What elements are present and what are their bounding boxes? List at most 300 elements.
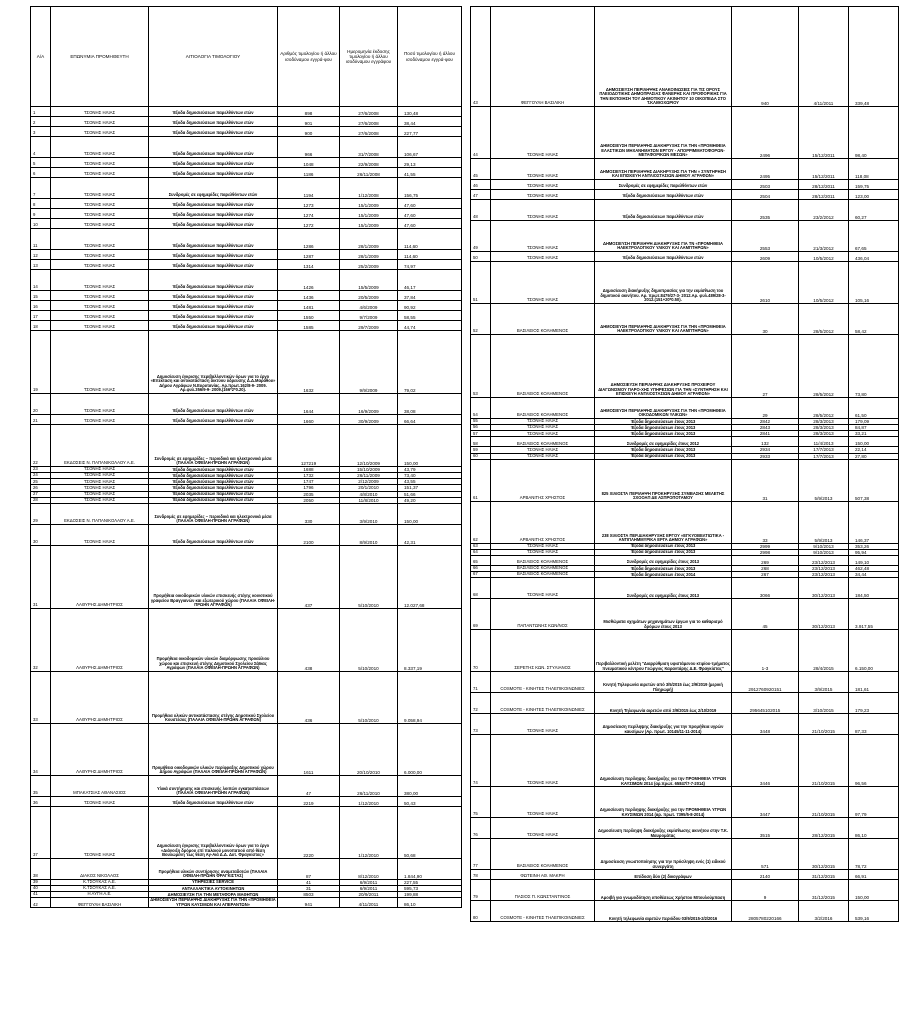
invoice-description: Προμήθεια υλικών αντικατάστασης στέγης Δημοτικού Σχολείου Κουστέσας (ΠΑΛΑΙΑ ΟΦΕΙΛΗ-ΠΡΩΗΝ ΑΓΡΑΦΩΝ)	[149, 671, 278, 723]
invoice-amount: 12.027,68	[398, 545, 462, 608]
table-row	[31, 503, 462, 524]
invoice-date: 6/9/2011	[340, 885, 398, 891]
invoice-date: 4/6/2009	[340, 301, 398, 311]
invoice-date: 28/3/2013	[799, 425, 849, 431]
invoice-amount: 27,80	[849, 453, 899, 459]
row-number: 33	[31, 671, 51, 723]
invoice-description: Προμήθεια οικοδομικών υλικών επισκευής στέγης κοινοτικού γραφείου Βραγγιανών και εξωτερικού χώρου (ΠΑΛΑΙΑ ΟΦΕΙΛΗ-ΠΡΩΗΝ ΑΓΡΑΦΩΝ)	[149, 545, 278, 608]
supplier-name: ΠΑΣΙΟΣ Π. ΚΩΝΣΤΑΝΤΙΝΟΣ	[491, 880, 595, 901]
row-number: 47	[471, 190, 491, 200]
invoice-description: Έξοδα δημοσιεύσεων παρελθόντων ετών	[149, 107, 278, 117]
supplier-name: ΤΣΟΝΗΣ ΗΛΙΑΣ	[491, 419, 595, 425]
supplier-name: ΤΣΟΝΗΣ ΗΛΙΑΣ	[51, 250, 149, 260]
invoice-amount: 8.337,19	[398, 608, 462, 671]
invoice-number: 2050	[278, 497, 340, 503]
supplier-name: ΒΑΣΙΛΕΙΟΣ ΚΟΛΗΜΕΝΟΣ	[491, 839, 595, 870]
header-invoice-amount: Ποσό τιμολογίου ή άλλου ισοδύναμου εγγρά-φου	[398, 7, 462, 107]
invoice-date: 22/9/2008	[340, 158, 398, 168]
invoice-description: Συνδρομές σε εφημερίδες έτους 2012	[595, 437, 732, 447]
supplier-name: ΤΣΟΝΗΣ ΗΛΙΑΣ	[491, 221, 595, 252]
invoice-number: 1048	[278, 158, 340, 168]
table-row	[31, 898, 462, 908]
row-number: 15	[31, 291, 51, 301]
invoice-number: 2553	[732, 221, 799, 252]
supplier-name: ΤΣΟΝΗΣ ΗΛΙΑΣ	[51, 229, 149, 250]
supplier-name: ΤΣΟΝΗΣ ΗΛΙΑΣ	[51, 394, 149, 415]
row-number: 62	[471, 501, 491, 543]
row-number: 9	[31, 209, 51, 219]
invoice-date: 15/12/2011	[799, 159, 849, 180]
row-number: 20	[31, 394, 51, 415]
invoice-amount: 66,64	[398, 415, 462, 425]
invoice-description: Έξοδα δημοσιεύσεων έτους 2014	[595, 572, 732, 578]
invoice-date: 5/9/2013	[799, 459, 849, 501]
invoice-description: Υλικά συντήρησης και επισκευής λοιπών εγκαταστάσεων (ΠΑΛΑΙΑ ΟΦΕΙΛΗ-ΠΡΩΗΝ ΑΓΡΑΦΩΝ)	[149, 775, 278, 796]
invoice-date: 9/10/2013	[799, 549, 849, 555]
invoice-number: 2934	[732, 447, 799, 453]
row-number: 8	[31, 199, 51, 209]
row-number: 52	[471, 304, 491, 335]
invoice-date: 28/4/2015	[799, 630, 849, 672]
invoice-date: 31/12/2015	[799, 870, 849, 880]
supplier-name: ΜΠΑΚΑΤΣΙΑΣ ΑΘΑΝΑΣΙΟΣ	[51, 775, 149, 796]
invoice-number: 1186	[278, 168, 340, 178]
invoice-amount: 38,08	[398, 394, 462, 415]
invoice-description: Επίδοση δύο (2) δικογράφων	[595, 870, 732, 880]
supplier-name: ΤΣΟΝΗΣ ΗΛΙΑΣ	[51, 199, 149, 209]
supplier-name: ΠΑΠΑΝΤΩΝΗΣ ΚΩΝ/ΝΟΣ	[491, 599, 595, 630]
invoice-date: 9/7/2009	[340, 311, 398, 321]
invoice-number: 1632	[278, 331, 340, 394]
invoice-number: 1426	[278, 270, 340, 291]
supplier-name: ΤΣΟΝΗΣ ΗΛΙΑΣ	[491, 543, 595, 549]
invoice-amount: 380,00	[398, 775, 462, 796]
row-number: 78	[471, 870, 491, 880]
row-number: 30	[31, 524, 51, 545]
invoice-date: 17/7/2013	[799, 453, 849, 459]
invoice-date: 20/9/2011	[340, 892, 398, 898]
invoice-description: Έξοδα δημοσιεύσεων παρελθόντων ετών	[149, 168, 278, 178]
table-row	[31, 806, 462, 858]
table-row	[31, 291, 462, 301]
invoice-number: 3448	[732, 714, 799, 735]
row-number: 61	[471, 459, 491, 501]
table-row	[471, 252, 899, 262]
invoice-description: Έξοδα δημοσιεύσεων παρελθόντων ετών	[149, 117, 278, 127]
invoice-number: 2535	[732, 200, 799, 221]
invoice-date: 8/12/2010	[340, 858, 398, 879]
invoice-amount: 3.917,55	[849, 599, 899, 630]
row-number: 53	[471, 335, 491, 398]
supplier-name: ΤΣΟΝΗΣ ΗΛΙΑΣ	[51, 321, 149, 331]
invoice-number: 1644	[278, 394, 340, 415]
row-number: 74	[471, 735, 491, 787]
row-number: 49	[471, 221, 491, 252]
invoice-date: 21/3/2012	[799, 221, 849, 252]
header-supplier: ΕΠΩΝΥΜΙΑ ΠΡΟΜΗΘΕΥΤΗ	[51, 7, 149, 107]
table-row	[471, 501, 899, 543]
supplier-name: ΤΣΟΝΗΣ ΗΛΙΑΣ	[51, 260, 149, 270]
invoice-amount: 199,88	[398, 892, 462, 898]
supplier-name: ΣΕΡΕΤΗΣ ΚΩΝ. ΣΤΥΛΙΑΝΟΣ	[491, 630, 595, 672]
row-number: 45	[471, 159, 491, 180]
row-number: 34	[31, 723, 51, 775]
invoice-amount: 90,92	[398, 301, 462, 311]
invoice-number: 2842	[732, 419, 799, 425]
invoice-amount: 105,16	[849, 262, 899, 304]
invoice-date: 28/1/2009	[340, 229, 398, 250]
invoice-date: 6/9/2011	[340, 879, 398, 885]
invoice-description: Προμήθεια οικοδομικών υλικών διαμόρφωσης προαύλιου χώρου και επισκευή στέγης Δημοτικού Σχολείου Σάϊκας Αγράφων (ΠΑΛΑΙΑ ΟΦΕΙΛΗ-ΠΡΩΗΝ ΑΓΡΑΦΩΝ)	[149, 608, 278, 671]
invoice-number: 41	[278, 879, 340, 885]
table-row	[471, 870, 899, 880]
table-row	[31, 107, 462, 117]
invoice-amount: 47,60	[398, 219, 462, 229]
invoice-description: ΔΗΜΟΣΙΕΥΣΗ ΓΙΑ ΤΗΝ ΜΕΤΑΦΟΡΑ ΜΑΘΗΤΩΝ	[149, 892, 278, 898]
invoice-number: 1273	[278, 199, 340, 209]
supplier-name: ΤΣΟΝΗΣ ΗΛΙΑΣ	[51, 473, 149, 479]
row-number: 48	[471, 200, 491, 221]
supplier-name: ΤΣΟΝΗΣ ΗΛΙΑΣ	[51, 415, 149, 425]
invoice-amount: 73,80	[849, 335, 899, 398]
supplier-name: Κ.ΤΣΟΥΚΑΣ Α.Ε.	[51, 879, 149, 885]
row-number: 19	[31, 331, 51, 394]
row-number: 38	[31, 858, 51, 879]
invoice-description: Δημοσίευση περίληψης διακήρυξης για την ΠΡΟΜΗΘΕΙΑ ΥΓΡΩΝ ΚΑΥΣΙΜΩΝ 2014 (αρ. πρωτ. 7395/5-8-2014)	[595, 787, 732, 818]
header-reason: ΑΙΤΙΟΛΟΓΙΑ ΤΙΜΟΛΟΓΙΟΥ	[149, 7, 278, 107]
row-number: 64	[471, 549, 491, 555]
table-row	[31, 209, 462, 219]
invoice-amount: 114,60	[398, 250, 462, 260]
invoice-description: Έξοδα δημοσιεύσεων παρελθόντων ετών	[149, 219, 278, 229]
supplier-name: ΤΣΟΝΗΣ ΗΛΙΑΣ	[491, 200, 595, 221]
invoice-date: 21/10/2015	[799, 787, 849, 818]
invoice-date: 30/9/2009	[340, 415, 398, 425]
row-number: 50	[471, 252, 491, 262]
invoice-amount: 37,84	[398, 291, 462, 301]
invoice-amount: 150,00	[398, 503, 462, 524]
invoice-description: ΔΗΜΟΣΙΕΥΣΗ ΠΕΡΙΛΗΨΗ ΔΙΑΚΗΡΥΞΗΣ ΓΙΑ ΤΝ «ΠΡΟΜΗΘΕΙΑ ΗΛΕΚΤΡΟΛΟΓΙΚΟΥ ΥΛΙΚΟΥ ΚΑΙ ΛΑΜΠΤΗΡΩΝ»	[595, 221, 732, 252]
invoice-description: Συνδρομές σε εφημερίδες παρελθόντων ετών	[595, 180, 732, 190]
table-row	[471, 200, 899, 221]
invoice-description: Έξοδα δημοσιεύσεων παρελθόντων ετών	[595, 200, 732, 221]
invoice-date: 28/3/2013	[799, 419, 849, 425]
invoice-number: 901	[278, 117, 340, 127]
invoice-amount: 462,48	[849, 565, 899, 571]
invoice-date: 5/10/2010	[340, 608, 398, 671]
supplier-name: ΤΣΟΝΗΣ ΗΛΙΑΣ	[491, 107, 595, 159]
invoice-date: 23/12/2013	[799, 565, 849, 571]
supplier-name: ΛΑΘΥΡΗΣ ΔΗΜΗΤΡΙΟΣ	[51, 671, 149, 723]
row-number: 39	[31, 879, 51, 885]
table-row	[471, 880, 899, 901]
invoice-amount: 66,91	[849, 870, 899, 880]
supplier-name: ΤΣΟΝΗΣ ΗΛΙΑΣ	[51, 311, 149, 321]
invoice-amount: 43,55	[398, 479, 462, 485]
row-number: 57	[471, 431, 491, 437]
table-row	[471, 565, 899, 571]
table-row	[471, 787, 899, 818]
invoice-amount: 6.150,00	[849, 630, 899, 672]
row-number: 54	[471, 398, 491, 419]
invoice-description: Έξοδα δημοσιεύσεων παρελθόντων ετών	[149, 524, 278, 545]
invoice-amount: 84,87	[849, 425, 899, 431]
header-invoice-number: Αριθμός τιμολογίου ή άλλου ισοδύναμου εγγρά-φου	[278, 7, 340, 107]
table-row	[31, 796, 462, 806]
invoice-number: 2999	[732, 543, 799, 549]
invoice-amount: 106,67	[398, 137, 462, 158]
invoice-date: 15/1/2009	[340, 209, 398, 219]
invoice-number: 2100	[278, 524, 340, 545]
invoice-number: 437	[278, 545, 340, 608]
table-row	[471, 578, 899, 599]
table-row	[31, 331, 462, 394]
invoice-amount: 150,00	[849, 880, 899, 901]
table-row	[471, 262, 899, 304]
invoice-date: 11/8/2010	[340, 497, 398, 503]
invoice-amount: 50,43	[398, 796, 462, 806]
supplier-name: Η ΑΥΓΗ Α.Ε.	[51, 892, 149, 898]
invoice-date: 27/6/2008	[340, 117, 398, 127]
invoice-number: 1314	[278, 260, 340, 270]
table-row	[31, 301, 462, 311]
supplier-name: ΒΑΣΙΛΕΙΟΣ ΚΟΛΗΜΕΝΟΣ	[491, 565, 595, 571]
invoice-amount: 87,33	[849, 714, 899, 735]
supplier-name: ΤΣΟΝΗΣ ΗΛΙΑΣ	[491, 262, 595, 304]
row-number: 26	[31, 485, 51, 491]
invoice-number: 898	[278, 107, 340, 117]
invoice-description: Δημοσίευση περίληψης διακήρυξης για την προμήθεια υγρών καυσίμων (Αρ. πρωτ. 10145/11-11-2014)	[595, 714, 732, 735]
invoice-date: 31/7/2008	[340, 137, 398, 158]
invoice-description: Έξοδα δημοσιεύσεων παρελθόντων ετών	[149, 473, 278, 479]
invoice-description: ΔΗΜΟΣΙΕΥΣΗ ΠΕΡΙΛΗΨΗΣ ΔΙΑΚΗΡΥΞΗΣ ΠΡΟΧΕΙΡΟΥ ΔΙΑΓΩΝΙΣΜΟΥ ΠΑΡΟ-ΧΗΣ ΥΠΗΡΕΣΙΩΝ ΓΙΑ ΤΗΝ «ΣΥΝΤΗΡΗΣΗ ΚΑΙ ΕΠΙΣΚΕΥΗ ΑΝΤΛΙΟΣΤΑΣΙΩΝ ΔΗΜΟΥ ΑΓΡΑΦΩΝ»	[595, 335, 732, 398]
invoice-description: ΔΗΜΟΣΙΕΥΣΗ ΠΕΡΙΛΗΨΗΣ ΑΝΑΚΟΙΝΩΣΕΙΣ ΓΙΑ ΤΙΣ ΟΡΟΥΣ ΠΛΕΙΟΔΟΤΙΚΗΣ ΔΗΜΟΠΡΑΣΙΑΣ ΦΑΝΕΡΗΣ ΚΑΙ ΠΡΟΦΟΡΙΚΗΣ ΓΙΑ ΤΗΝ ΕΚΠΟΙΗΣΗ ΤΟΥ ΔΗΜΟΤΙΚΟΥ ΑΚΙΝΗΤΟΥ 10 ΟΙΚΟΠΕΔΑ ΣΤΟ Τ.ΚΛΙΘΟΧΩΡΙΟΥ	[595, 7, 732, 107]
supplier-name: ΤΣΟΝΗΣ ΗΛΙΑΣ	[51, 107, 149, 117]
row-number: 18	[31, 321, 51, 331]
row-number: 37	[31, 806, 51, 858]
table-row	[31, 545, 462, 608]
supplier-name: ΤΣΟΝΗΣ ΗΛΙΑΣ	[51, 209, 149, 219]
invoice-description: ΔΗΜΟΣΙΕΥΣΗ ΠΕΡΙΛΗΨΗΣ ΔΙΑΚΗΡΥΞΗΣ ΓΙΑ ΤΗΝ «ΠΡΟΜΗΘΕΙΑ ΟΙΚΟΔΟΜΙΚΩΝ ΥΛΙΚΩΝ»	[595, 398, 732, 419]
row-number: 70	[471, 630, 491, 672]
row-number: 79	[471, 880, 491, 901]
invoice-amount: 179,23	[849, 693, 899, 714]
invoice-number: 438	[278, 608, 340, 671]
invoice-date: 28/5/2012	[799, 335, 849, 398]
table-row	[31, 137, 462, 158]
invoice-number: 269	[732, 555, 799, 565]
invoice-amount: 123,00	[849, 190, 899, 200]
row-number: 16	[31, 301, 51, 311]
row-number: 23	[31, 467, 51, 473]
table-row	[471, 159, 899, 180]
supplier-name: ΤΣΟΝΗΣ ΗΛΙΑΣ	[491, 447, 595, 453]
invoice-number: 8503	[278, 892, 340, 898]
invoice-amount: 73,40	[398, 473, 462, 479]
invoice-number: 2843	[732, 425, 799, 431]
invoice-number: 1660	[278, 415, 340, 425]
invoice-date: 1/12/2008	[340, 178, 398, 199]
row-number: 42	[31, 898, 51, 908]
invoice-number: 1287	[278, 250, 340, 260]
invoice-date: 30/12/2013	[799, 599, 849, 630]
invoice-date: 15/1/2009	[340, 199, 398, 209]
invoice-date: 30/12/2013	[799, 578, 849, 599]
invoice-date: 29/7/2009	[340, 321, 398, 331]
invoice-number: 31	[278, 885, 340, 891]
supplier-name: ΑΡΒΑΝΙΤΗΣ ΧΡΗΣΤΟΣ	[491, 501, 595, 543]
row-number: 71	[471, 672, 491, 693]
invoice-description: Έξοδα δημοσιεύσεων παρελθόντων ετών	[149, 479, 278, 485]
supplier-name: ΤΣΟΝΗΣ ΗΛΙΑΣ	[51, 158, 149, 168]
invoice-number: 87	[278, 858, 340, 879]
invoice-description: Έξοδα δημοσιεύσεων παρελθόντων ετών	[595, 190, 732, 200]
supplier-name: ΤΣΟΝΗΣ ΗΛΙΑΣ	[51, 479, 149, 485]
invoice-description: Συνδρομές σε εφημερίδες παρελθόντων ετών	[149, 178, 278, 199]
invoice-date: 23/12/2013	[799, 572, 849, 578]
invoice-description: Έξοδα δημοσιεύσεων παρελθόντων ετών	[149, 497, 278, 503]
invoice-description: ΔΗΜΟΣΙΕΥΣΗ ΠΕΡΙΛΗΨΗΣ ΔΙΑΚΗΡΥΞΗΣ ΓΙΑ ΤΗΝ « ΣΥΝΤΗΡΗΣΗ ΚΑΙ ΕΠΙΣΚΕΥΗ ΑΝΤΛΙΟΣΤΑΣΙΩΝ ΔΗΜΟΥ ΑΓΡΑΦΩΝ»	[595, 159, 732, 180]
invoice-number: 2912760920151	[732, 672, 799, 693]
invoice-date: 28/3/2013	[799, 431, 849, 437]
invoice-date: 27/6/2008	[340, 127, 398, 137]
row-number: 59	[471, 447, 491, 453]
invoice-description: Έξοδα δημοσιεύσεων έτους 2013	[595, 453, 732, 459]
invoice-number: 1550	[278, 311, 340, 321]
invoice-date: 9/10/2013	[799, 543, 849, 549]
table-row	[471, 672, 899, 693]
table-row	[471, 180, 899, 190]
table-row	[31, 127, 462, 137]
row-number: 32	[31, 608, 51, 671]
invoice-amount: 130,48	[398, 107, 462, 117]
invoice-date: 28/5/2012	[799, 398, 849, 419]
invoice-amount: 60,27	[849, 200, 899, 221]
invoice-amount: 227,77	[398, 127, 462, 137]
row-number: 44	[471, 107, 491, 159]
invoice-date: 15/12/2011	[799, 107, 849, 159]
supplier-name: ΦΕΓΓΟΥΛΗ ΒΑΣΙΛΙΚΗ	[491, 7, 595, 107]
invoice-amount: 34,44	[849, 572, 899, 578]
invoice-description: Κινητή τηλεφωνία αιρετών περιόδου 03/9/2015-2/2/2016	[595, 901, 732, 922]
row-number: 21	[31, 415, 51, 425]
row-number: 72	[471, 693, 491, 714]
invoice-date: 20/5/2009	[340, 291, 398, 301]
invoice-number: 29	[732, 398, 799, 419]
invoice-description: Δημοσίευση έγκρισης περιβαλλοντικών όρων για το έργο «Επέκταση και αντικατάσταση δικτύου ύδρευσης Δ.Δ.Μαράθου» Δήμου Αγράφων Ν.Ευρυτανίας. Αρ.πρωτ.162/8-9- 2009. Αρ.φυλ.356/9-9- 2009.(166*2*0.20).	[149, 331, 278, 394]
row-number: 7	[31, 178, 51, 199]
supplier-name: ΤΣΟΝΗΣ ΗΛΙΑΣ	[51, 806, 149, 858]
invoice-amount: 43,79	[398, 467, 462, 473]
supplier-name: ΛΑΘΥΡΗΣ ΔΗΜΗΤΡΙΟΣ	[51, 545, 149, 608]
supplier-name: ΤΣΟΝΗΣ ΗΛΙΑΣ	[51, 178, 149, 199]
invoice-description: Έξοδα δημοσιεύσεων παρελθόντων ετών	[149, 467, 278, 473]
row-number: 51	[471, 262, 491, 304]
supplier-name: ΤΣΟΝΗΣ ΗΛΙΑΣ	[491, 787, 595, 818]
invoice-amount: 22,14	[849, 447, 899, 453]
supplier-name: ΒΑΣΙΛΕΙΟΣ ΚΟΛΗΜΕΝΟΣ	[491, 304, 595, 335]
invoice-amount: 47,60	[398, 209, 462, 219]
supplier-name: ΤΣΟΝΗΣ ΗΛΙΑΣ	[51, 301, 149, 311]
invoice-description: Έξοδα δημοσιεύσεων παρελθόντων ετών	[149, 301, 278, 311]
invoice-description: Έξοδα δημοσιεύσεων έτους 2013	[595, 419, 732, 425]
invoice-description: Έξοδα δημοσιεύσεων παρελθόντων ετών	[149, 209, 278, 219]
supplier-name: ΤΣΟΝΗΣ ΗΛΙΑΣ	[51, 491, 149, 497]
row-number: 27	[31, 491, 51, 497]
row-number: 56	[471, 425, 491, 431]
table-row	[471, 630, 899, 672]
invoice-description: Δημοσίευση περίληψη διακήρυξης εκμίσθωσης ακινήτου στην Τ.Κ. Μαυρομάτας	[595, 818, 732, 839]
invoice-number: 1274	[278, 209, 340, 219]
invoice-number: 1436	[278, 291, 340, 301]
table-row	[471, 901, 899, 922]
invoice-date: 17/7/2013	[799, 447, 849, 453]
invoice-number: 1747	[278, 479, 340, 485]
invoice-description: Έξοδα δημοσιεύσεων έτους 2013	[595, 565, 732, 571]
invoice-description: Έξοδα δημοσιεύσεων έτους 2013	[595, 447, 732, 453]
table-row	[471, 839, 899, 870]
invoice-amount: 50,68	[398, 806, 462, 858]
table-row	[471, 107, 899, 159]
table-row	[471, 735, 899, 787]
header-invoice-date: Ημερομηνία έκδοσης τιμολογίου ή άλλου ισοδύναμου εγγράφου	[340, 7, 398, 107]
supplier-name: ΤΣΟΝΗΣ ΗΛΙΑΣ	[51, 485, 149, 491]
supplier-name: ΕΚΔΟΣΕΙΣ Ν. ΠΑΠΑΝΙΚΟΛΑΟΥ Α.Ε.	[51, 425, 149, 467]
invoice-number: 436	[278, 671, 340, 723]
row-number: 36	[31, 796, 51, 806]
invoice-amount: 436,04	[849, 252, 899, 262]
invoice-number: 2610	[732, 262, 799, 304]
invoice-description: Συνδρομές σε εφημερίδες έτους 2013	[595, 555, 732, 565]
invoice-number: 1286	[278, 229, 340, 250]
supplier-name: ΤΣΟΝΗΣ ΗΛΙΑΣ	[491, 190, 595, 200]
invoice-amount: 44,74	[398, 321, 462, 331]
invoice-description: Έξοδα δημοσιεύσεων παρελθόντων ετών	[149, 415, 278, 425]
supplier-name: ΤΣΟΝΗΣ ΗΛΙΑΣ	[51, 117, 149, 127]
supplier-name: ΒΑΣΙΛΕΙΟΣ ΚΟΛΗΜΕΝΟΣ	[491, 335, 595, 398]
invoice-description: Έξοδα δημοσιεύσεων παρελθόντων ετών	[595, 252, 732, 262]
invoice-date: 16/9/2009	[340, 394, 398, 415]
row-number: 4	[31, 137, 51, 158]
table-row	[471, 7, 899, 107]
invoice-amount: 146,37	[849, 501, 899, 543]
table-row	[471, 555, 899, 565]
supplier-name: ΕΚΔΟΣΕΙΣ Ν. ΠΑΠΑΝΙΚΟΛΑΟΥ Α.Ε.	[51, 503, 149, 524]
invoice-amount: 353,26	[849, 543, 899, 549]
invoice-date: 5/9/2013	[799, 501, 849, 543]
invoice-date: 8/9/2010	[340, 524, 398, 545]
supplier-name: ΒΑΣΙΛΕΙΟΣ ΚΟΛΗΜΕΝΟΣ	[491, 437, 595, 447]
invoice-description: Συνδρομές σε εφημερίδες έτους 2013	[595, 578, 732, 599]
invoice-description: ΑΝΤΑΛΛΑΚΤΙΚΑ ΑΥΤΟΚΙΝΗΤΩΝ	[149, 885, 278, 891]
table-row	[31, 229, 462, 250]
invoice-amount: 151,37	[398, 485, 462, 491]
invoice-date: 1/12/2010	[340, 796, 398, 806]
table-row	[471, 714, 899, 735]
table-row	[31, 260, 462, 270]
invoice-number: 3515	[732, 818, 799, 839]
invoice-description: Έξοδα δημοσιεύσεων παρελθόντων ετών	[149, 394, 278, 415]
invoice-number: 2503	[732, 180, 799, 190]
row-number: 65	[471, 555, 491, 565]
invoice-description: ΥΠΗΡΕΣΙΕΣ SERVICE	[149, 879, 278, 885]
row-number: 77	[471, 839, 491, 870]
invoice-description: 825 ΧΙΛΙΟΣΤΑ ΠΕΡΙΛΗΨΗ ΠΡΟΚΗΡΥΞΗΣ ΣΥΜΒΑΣΗΣ ΜΕΛΕΤΗΣ ΣΧΟΟΑΠ ΔΕ ΑΣΠΡΟΠΟΤΑΜΟΥ	[595, 459, 732, 501]
invoice-description: Έξοδα δημοσιεύσεων παρελθόντων ετών	[149, 158, 278, 168]
invoice-date: 20/1/2010	[340, 485, 398, 491]
invoice-number: 1481	[278, 301, 340, 311]
invoice-amount: 51,66	[398, 491, 462, 497]
